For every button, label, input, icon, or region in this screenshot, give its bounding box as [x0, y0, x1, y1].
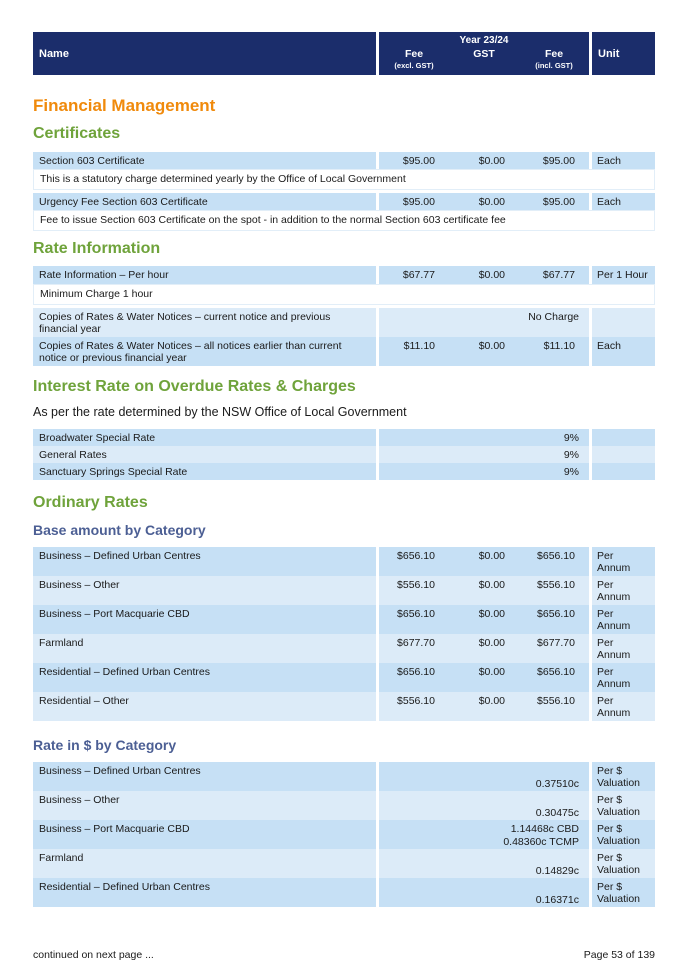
unit-line: Valuation	[597, 806, 641, 818]
gst: $0.00	[478, 550, 505, 562]
unit-line: Per $	[597, 794, 623, 806]
unit-line: Per	[597, 637, 614, 649]
base-table	[33, 547, 655, 721]
fee-incl: $656.10	[537, 666, 575, 678]
table-row	[33, 849, 655, 878]
row-values	[379, 692, 589, 721]
rate-info-table	[33, 266, 655, 366]
header-fee-incl: Fee (incl. GST)	[535, 48, 573, 70]
unit-line: Annum	[597, 591, 631, 603]
rate-value: 0.14829c	[535, 865, 579, 877]
ordinary-title: Ordinary Rates	[33, 494, 148, 511]
row-value	[379, 762, 589, 791]
rate-value: 0.16371c	[535, 894, 579, 906]
row-unit	[592, 791, 655, 820]
row-name: Residential – Defined Urban Centres	[33, 878, 376, 907]
row-unit	[592, 762, 655, 791]
gst: $0.00	[478, 608, 505, 620]
row-value	[379, 820, 589, 849]
row-name: Business – Other	[33, 791, 376, 820]
row-unit	[592, 878, 655, 907]
gst: $0.00	[478, 695, 505, 707]
unit-line: Per	[597, 579, 614, 591]
rate-table	[33, 762, 655, 907]
table-row: Copies of Rates & Water Notices – all notices earlier than current notice or previous financial year $11.10 $0.00 $11.10 Each	[33, 337, 655, 366]
table-row: Broadwater Special Rate 9%	[33, 429, 655, 446]
fee-excl: $656.10	[397, 608, 435, 620]
fee-schedule-page	[33, 32, 655, 961]
row-name: Residential – Defined Urban Centres	[33, 663, 376, 692]
row-values	[379, 576, 589, 605]
row-unit	[592, 547, 655, 576]
unit-line: Per	[597, 695, 614, 707]
unit-line: Per	[597, 608, 614, 620]
unit-line: Per $	[597, 881, 623, 893]
unit-line: Annum	[597, 678, 631, 690]
row-values	[379, 634, 589, 663]
header-year-group	[379, 32, 589, 75]
header-gst: GST	[473, 48, 495, 60]
rate-value: 0.37510c	[535, 778, 579, 790]
unit-line: Valuation	[597, 777, 641, 789]
row-description: This is a statutory charge determined yearly by the Office of Local Government	[33, 169, 655, 190]
fee-incl: $677.70	[537, 637, 575, 649]
row-name: Farmland	[33, 634, 376, 663]
row-value	[379, 791, 589, 820]
table-row	[33, 547, 655, 576]
row-name: Business – Defined Urban Centres	[33, 547, 376, 576]
table-row	[33, 576, 655, 605]
unit-line: Per $	[597, 852, 623, 864]
row-description: Fee to issue Section 603 Certificate on the spot - in addition to the normal Section 603 certificate fee	[33, 210, 655, 231]
rate-value: 1.14468c CBD	[510, 823, 579, 835]
table-row	[33, 692, 655, 721]
row-value	[379, 878, 589, 907]
row-unit	[592, 849, 655, 878]
base-title: Base amount by Category	[33, 522, 206, 538]
rate-title: Rate in $ by Category	[33, 737, 177, 753]
row-name: Business – Port Macquarie CBD	[33, 820, 376, 849]
row-values	[379, 605, 589, 634]
certificates-table	[33, 152, 655, 231]
interest-title: Interest Rate on Overdue Rates & Charges	[33, 378, 356, 395]
fee-excl: $656.10	[397, 666, 435, 678]
row-unit	[592, 605, 655, 634]
fee-incl: $656.10	[537, 550, 575, 562]
table-row: Section 603 Certificate $95.00 $0.00 $95.00 Each	[33, 152, 655, 169]
fee-excl: $556.10	[397, 579, 435, 591]
table-header	[33, 32, 655, 75]
row-name: Business – Other	[33, 576, 376, 605]
row-description: Minimum Charge 1 hour	[33, 284, 655, 305]
row-unit	[592, 634, 655, 663]
unit-line: Annum	[597, 707, 631, 719]
row-unit	[592, 692, 655, 721]
table-row: Urgency Fee Section 603 Certificate $95.00 $0.00 $95.00 Each	[33, 193, 655, 210]
continued-note: continued on next page ...	[33, 949, 154, 961]
table-row	[33, 663, 655, 692]
table-row	[33, 605, 655, 634]
interest-table	[33, 429, 655, 480]
unit-line: Valuation	[597, 893, 641, 905]
row-name: Residential – Other	[33, 692, 376, 721]
unit-line: Valuation	[597, 864, 641, 876]
unit-line: Annum	[597, 620, 631, 632]
unit-line: Annum	[597, 649, 631, 661]
header-name: Name	[33, 32, 376, 75]
unit-line: Per	[597, 550, 614, 562]
row-name: Farmland	[33, 849, 376, 878]
unit-line: Per	[597, 666, 614, 678]
header-year: Year 23/24	[459, 35, 509, 46]
page-number: Page 53 of 139	[583, 949, 655, 961]
certificates-title: Certificates	[33, 125, 121, 142]
unit-line: Valuation	[597, 835, 641, 847]
row-name: Business – Port Macquarie CBD	[33, 605, 376, 634]
table-row	[33, 634, 655, 663]
gst: $0.00	[478, 579, 505, 591]
gst: $0.00	[478, 637, 505, 649]
row-values	[379, 547, 589, 576]
table-row	[33, 762, 655, 791]
fee-excl: $656.10	[397, 550, 435, 562]
fee-incl: $556.10	[537, 579, 575, 591]
row-unit	[592, 663, 655, 692]
row-unit	[592, 820, 655, 849]
fee-incl: $656.10	[537, 608, 575, 620]
table-row: Copies of Rates & Water Notices – current notice and previous financial year No Charge	[33, 308, 655, 337]
section-title: Financial Management	[33, 96, 216, 115]
fee-excl: $556.10	[397, 695, 435, 707]
row-unit	[592, 576, 655, 605]
table-row	[33, 791, 655, 820]
table-row: General Rates 9%	[33, 446, 655, 463]
table-row	[33, 820, 655, 849]
table-row: Sanctuary Springs Special Rate 9%	[33, 463, 655, 480]
header-unit: Unit	[592, 32, 655, 75]
row-value	[379, 849, 589, 878]
unit-line: Per $	[597, 823, 623, 835]
table-row	[33, 878, 655, 907]
rate-info-title: Rate Information	[33, 240, 161, 257]
unit-line: Per $	[597, 765, 623, 777]
unit-line: Annum	[597, 562, 631, 574]
gst: $0.00	[478, 666, 505, 678]
rate-value: 0.30475c	[535, 807, 579, 819]
row-values	[379, 663, 589, 692]
fee-incl: $556.10	[537, 695, 575, 707]
table-row: Rate Information – Per hour $67.77 $0.00 $67.77 Per 1 Hour	[33, 266, 655, 284]
header-fee-excl: Fee (excl. GST)	[394, 48, 434, 70]
rate-value: 0.48360c TCMP	[503, 836, 579, 848]
row-name: Business – Defined Urban Centres	[33, 762, 376, 791]
fee-excl: $677.70	[397, 637, 435, 649]
interest-note: As per the rate determined by the NSW Office of Local Government	[33, 405, 407, 419]
